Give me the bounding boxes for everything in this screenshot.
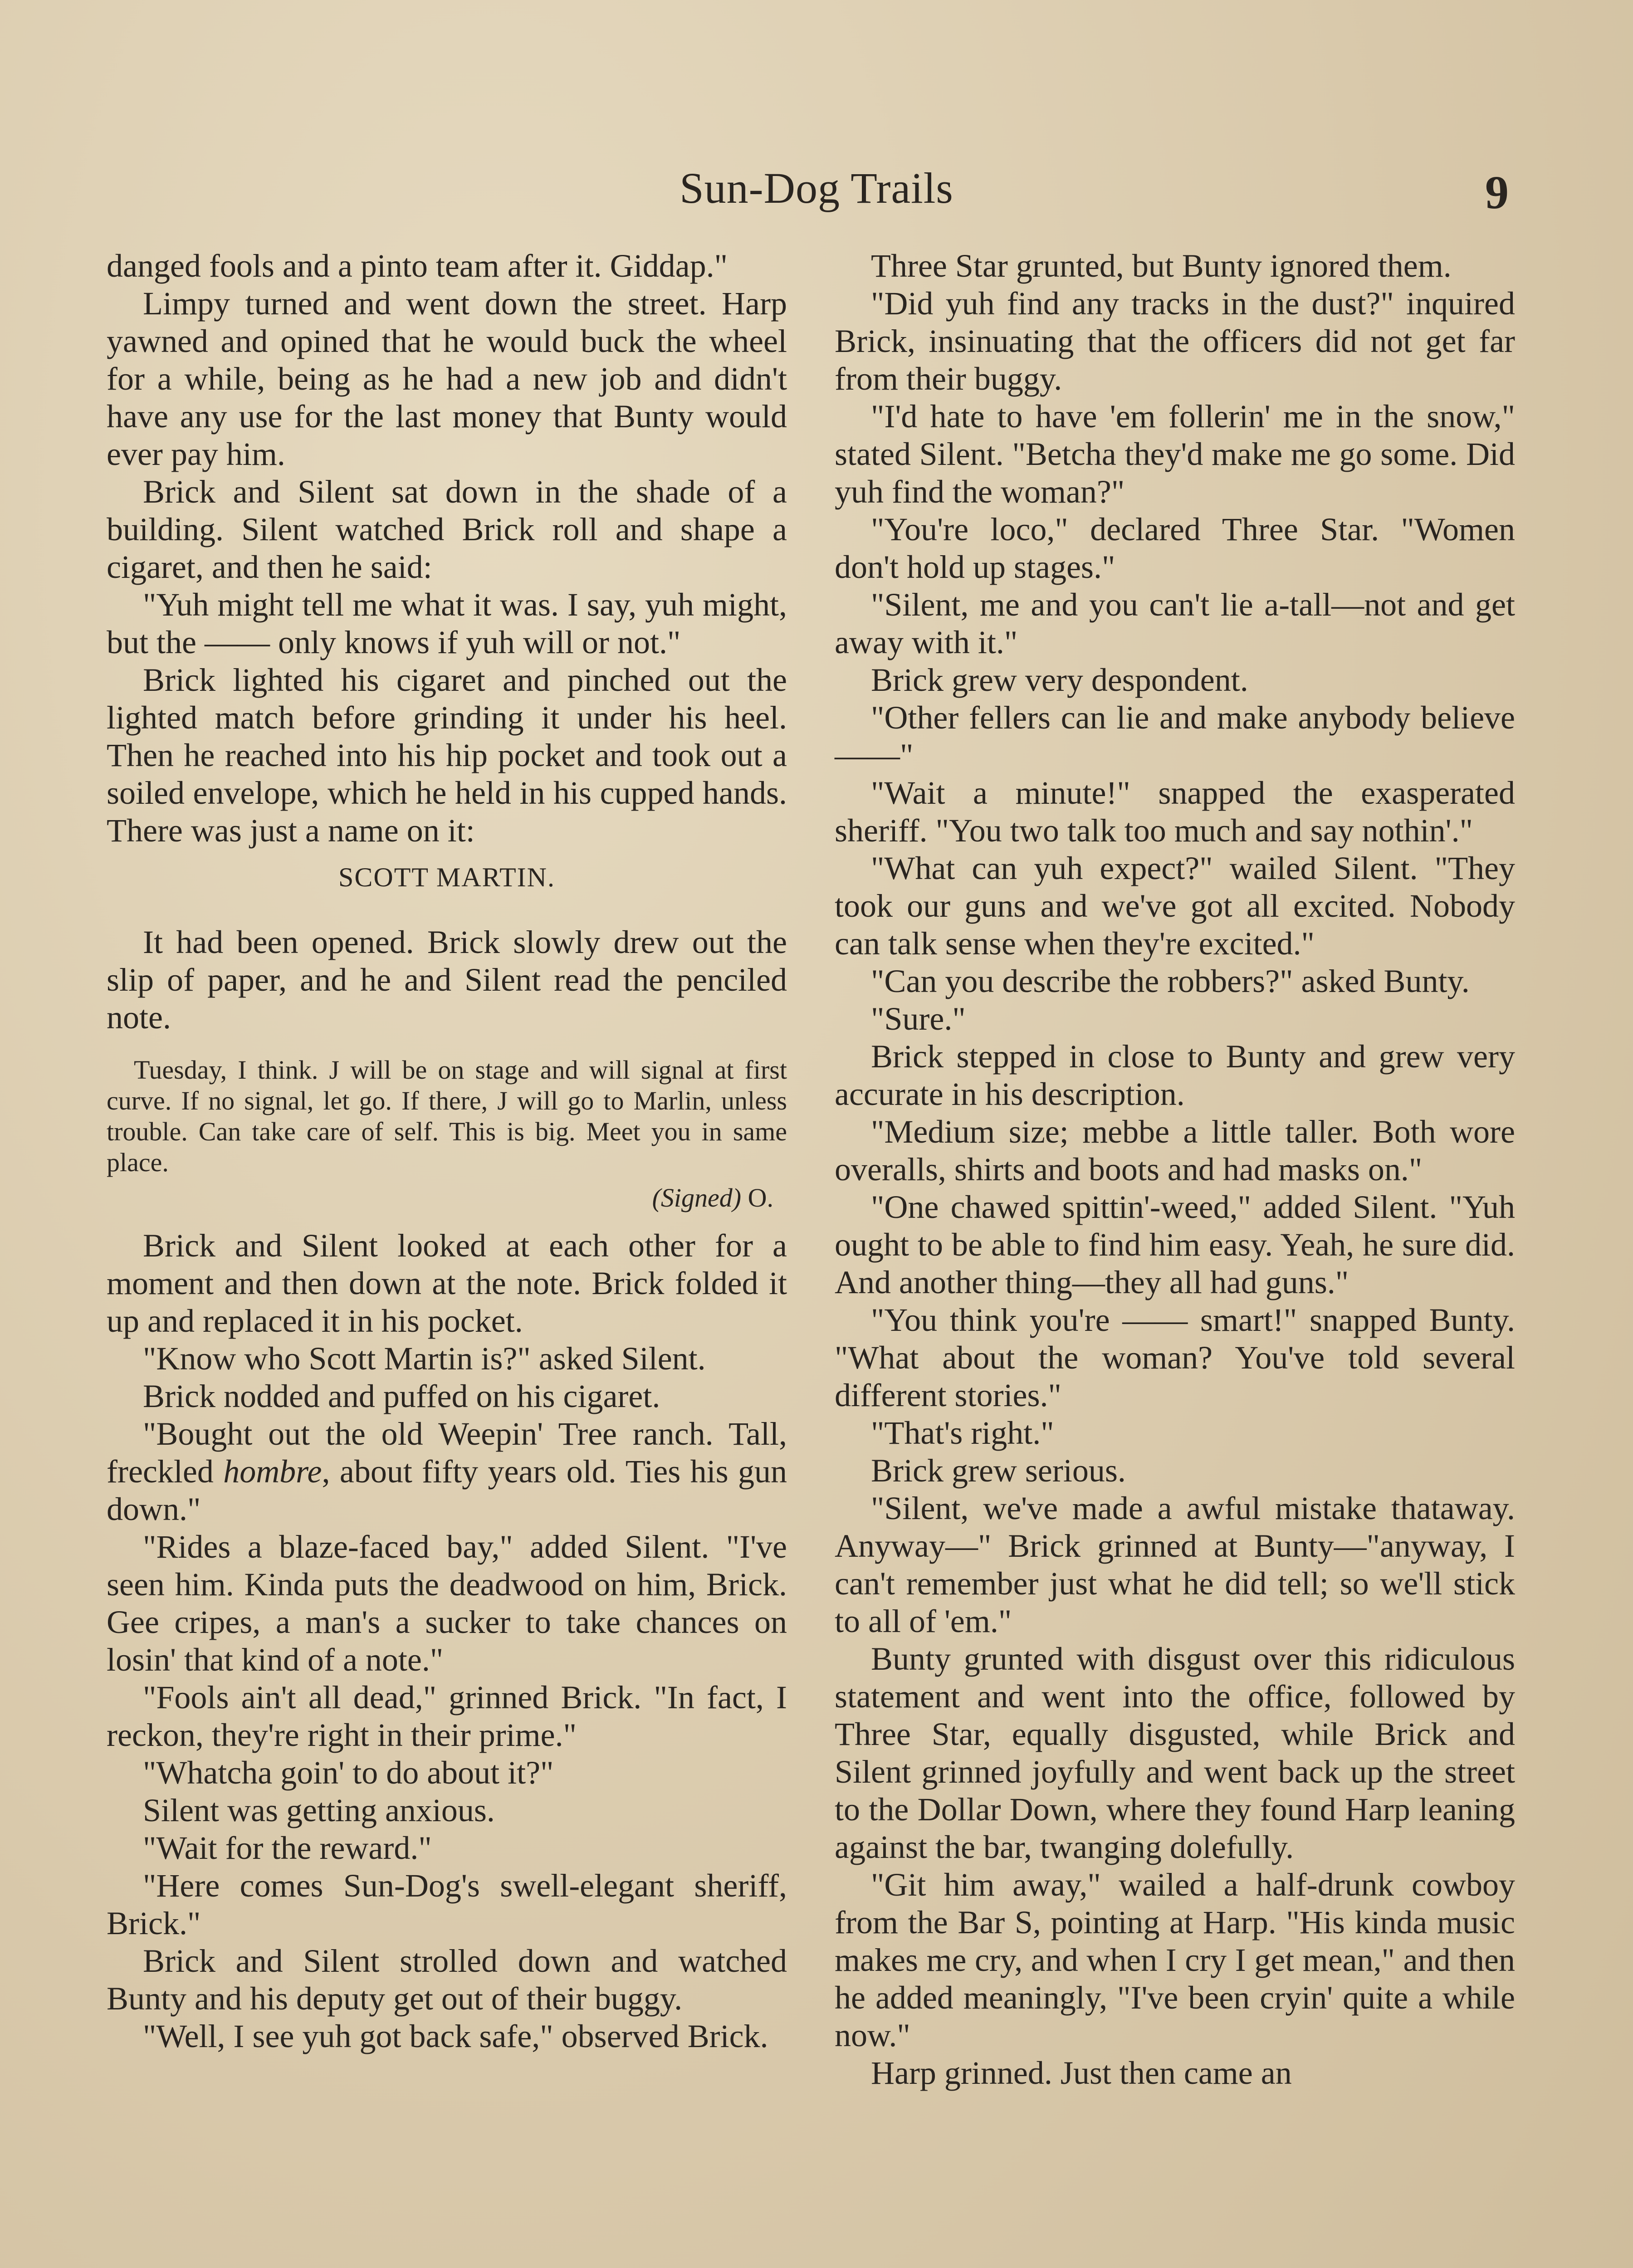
page-header (0, 159, 1633, 222)
paragraph: "Sure." (871, 1001, 966, 1037)
paragraph: "Did yuh find any tracks in the dust?" inquired Brick, insinuating that the officers did not get far from their buggy. (835, 285, 1515, 397)
paragraph: "Rides a blaze-faced bay," added Silent. "I've seen him. Kinda puts the deadwood on him, Brick. Gee cripes, a man's a sucker to take chances on losin' that kind of a note." (107, 1529, 787, 1678)
signed-initial: O. (741, 1183, 773, 1212)
paragraph: "Wait for the reward." (143, 1830, 432, 1866)
paragraph (107, 1415, 787, 1528)
signed-label: (Signed) (652, 1183, 742, 1212)
running-title: Sun-Dog Trails (680, 164, 953, 212)
paragraph: "One chawed spittin'-weed," added Silent. "Yuh ought to be able to find him easy. Yeah, he sure did. And another thing—they all had guns." (835, 1189, 1515, 1300)
paragraph: "I'd hate to have 'em follerin' me in the snow," stated Silent. "Betcha they'd make me go some. Did yuh find the woman?" (835, 398, 1515, 510)
text-run: , about fifty years old. Ties his gun down." (107, 1453, 787, 1527)
paragraph: "Silent, we've made a awful mistake thataway. Anyway—" Brick grinned at Bunty—"anyway, I can't remember just what he did tell; so we'll stick to all of 'em." (835, 1490, 1515, 1639)
note-signature (107, 1183, 773, 1213)
paragraph: Brick and Silent sat down in the shade of a building. Silent watched Brick roll and shape a cigaret, and then he said: (107, 474, 787, 585)
paragraph: "Fools ain't all dead," grinned Brick. "In fact, I reckon, they're right in their prime." (107, 1679, 787, 1753)
paragraph: "You're loco," declared Three Star. "Women don't hold up stages." (835, 511, 1515, 585)
paragraph: "Git him away," wailed a half-drunk cowboy from the Bar S, pointing at Harp. "His kinda music makes me cry, and when I cry I get mean," and then he added meaningly, "I've been cryin' quite a while now." (835, 1867, 1515, 2053)
italic-word: hombre (223, 1453, 322, 1490)
paragraph: "That's right." (871, 1415, 1054, 1451)
paragraph: "Well, I see yuh got back safe," observed Brick. (143, 2018, 768, 2054)
paragraph: Brick nodded and puffed on his cigaret. (143, 1378, 660, 1414)
paragraph: "Other fellers can lie and make anybody believe——" (835, 699, 1515, 773)
paragraph: "Whatcha goin' to do about it?" (143, 1755, 554, 1791)
paragraph: Brick grew very despondent. (871, 662, 1248, 698)
paragraph: Harp grinned. Just then came an (871, 2055, 1292, 2091)
text-run: "Bought out the old Weepin' Tree ranch. Tall, freckled (107, 1416, 787, 1490)
left-column (107, 247, 787, 2268)
paragraph: "What can yuh expect?" wailed Silent. "They took our guns and we've got all excited. Nobody can talk sense when they're excited." (835, 850, 1515, 962)
paragraph: Limpy turned and went down the street. Harp yawned and opined that he would buck the wheel for a while, being as he had a new job and didn't have any use for the last money that Bunty would ever pay him. (107, 285, 787, 472)
page-number: 9 (1485, 166, 1509, 219)
right-column (835, 247, 1515, 2268)
paragraph: Brick and Silent strolled down and watched Bunty and his deputy get out of their buggy. (107, 1943, 787, 2017)
paragraph: Brick stepped in close to Bunty and grew very accurate in his description. (835, 1038, 1515, 1112)
paragraph: "Here comes Sun-Dog's swell-elegant sheriff, Brick." (107, 1867, 787, 1941)
paragraph: "Wait a minute!" snapped the exasperated sheriff. "You two talk too much and say nothin'." (835, 775, 1515, 849)
paragraph: "Medium size; mebbe a little taller. Both wore overalls, shirts and boots and had masks on." (835, 1114, 1515, 1188)
paragraph: "You think you're —— smart!" snapped Bunty. "What about the woman? You've told several different stories." (835, 1302, 1515, 1413)
paragraph: Silent was getting anxious. (143, 1792, 495, 1828)
paragraph: Brick and Silent looked at each other for a moment and then down at the note. Brick folded it up and replaced it in his pocket. (107, 1227, 787, 1339)
paragraph: Bunty grunted with disgust over this ridiculous statement and went into the office, followed by Three Star, equally disgusted, while Brick and Silent grinned joyfully and went back up the street to the Dollar Down, where they found Harp leaning against the bar, twanging dolefully. (835, 1641, 1515, 1865)
paragraph: Brick lighted his cigaret and pinched out the lighted match before grinding it under his heel. Then he reached into his hip pocket and took out a soiled envelope, which he held in his cupped hands. There was just a name on it: (107, 662, 787, 849)
paragraph: "Know who Scott Martin is?" asked Silent. (143, 1340, 706, 1377)
paragraph: "Can you describe the robbers?" asked Bunty. (871, 963, 1470, 999)
paragraph: Three Star grunted, but Bunty ignored them. (871, 248, 1452, 284)
paragraph: "Yuh might tell me what it was. I say, yuh might, but the —— only knows if yuh will or not." (107, 587, 787, 660)
paragraph: Brick grew serious. (871, 1452, 1126, 1489)
paragraph: "Silent, me and you can't lie a-tall—not and get away with it." (835, 587, 1515, 660)
paragraph: It had been opened. Brick slowly drew out the slip of paper, and he and Silent read the penciled note. (107, 924, 787, 1036)
paragraph: danged fools and a pinto team after it. Giddap." (107, 248, 728, 284)
envelope-name: SCOTT MARTIN. (338, 862, 555, 892)
penciled-note: Tuesday, I think. J will be on stage and will signal at first curve. If no signal, let go. If there, J will go to Marlin, unless trouble. Can take care of self. This is big. Meet you in same place. (107, 1055, 787, 1177)
